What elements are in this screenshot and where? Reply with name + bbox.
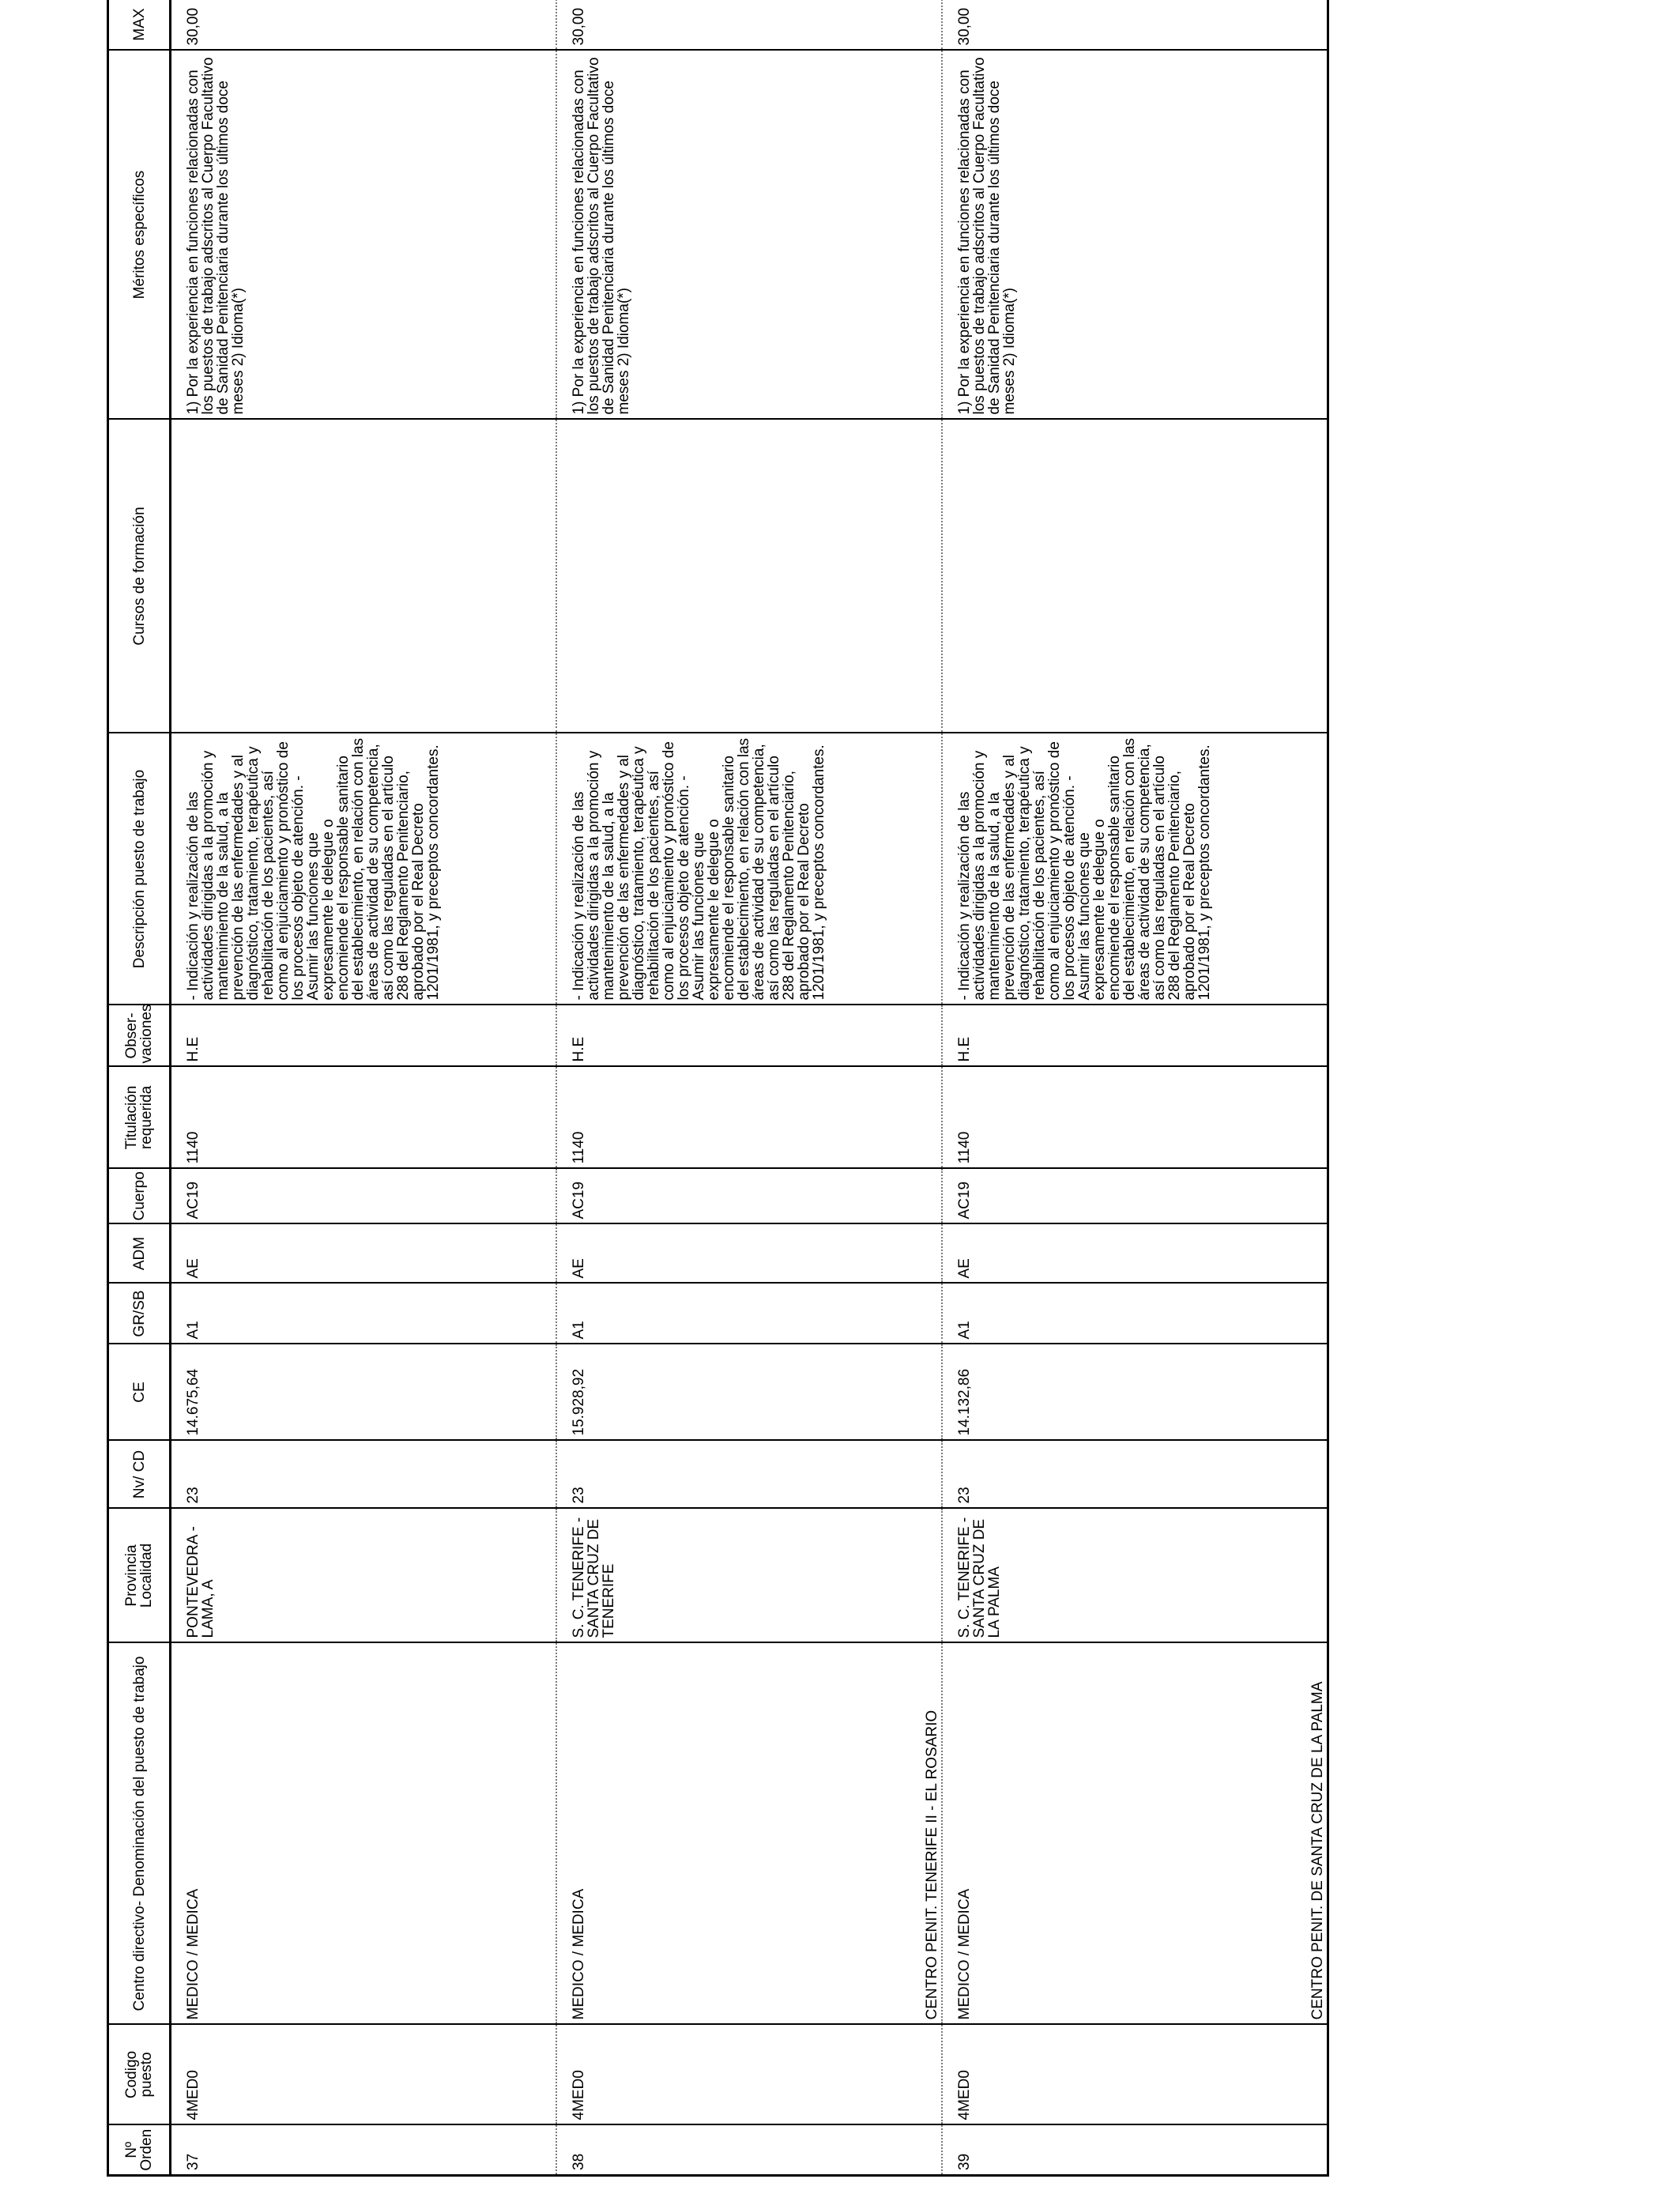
header-row bbox=[108, 0, 171, 2176]
cell-grsb: A1 bbox=[556, 1284, 942, 1344]
cell-titulacion: 1140 bbox=[942, 1067, 1328, 1169]
cell-descripcion: - Indicación y realización de las actividades dirigidas a la promoción y mantenimiento de la salud, a la prevención de las enfermedades y al diagnóstico, tratamiento, terapéutica y rehabilitación de los pacientes, así como al enjuiciamiento y pronóstico de los procesos objeto de atención. - Asumir las funciones que expresamente le delegue o encomiende el responsable sanitario del establecimiento, en relación con las áreas de actividad de su competencia, así como las reguladas en el artículo 288 del Reglamento Penitenciario, aprobado por el Real Decreto 1201/1981, y preceptos concordantes. bbox=[942, 733, 1328, 1005]
cell-descripcion: - Indicación y realización de las actividades dirigidas a la promoción y mantenimiento de la salud, a la prevención de las enfermedades y al diagnóstico, tratamiento, terapéutica y rehabilitación de los pacientes, así como al enjuiciamiento y pronóstico de los procesos objeto de atención. - Asumir las funciones que expresamente le delegue o encomiende el responsable sanitario del establecimiento, en relación con las áreas de actividad de su competencia, así como las reguladas en el artículo 288 del Reglamento Penitenciario, aprobado por el Real Decreto 1201/1981, y preceptos concordantes. bbox=[171, 733, 557, 1005]
header-cursos: Cursos de formación bbox=[108, 420, 171, 733]
cell-orden: 37 bbox=[171, 2125, 557, 2176]
cell-ce: 14.132,86 bbox=[942, 1344, 1328, 1441]
header-titulacion: Titulación requerida bbox=[108, 1067, 171, 1169]
cell-cuerpo: AC19 bbox=[556, 1169, 942, 1224]
cell-orden: 38 bbox=[556, 2125, 942, 2176]
cell-codigo: 4MED0 bbox=[556, 2025, 942, 2125]
cell-cursos bbox=[556, 420, 942, 733]
centro-label: CENTRO PENIT. TENERIFE II - EL ROSARIO bbox=[924, 1710, 940, 2020]
table-row bbox=[171, 0, 557, 2176]
table-row bbox=[556, 0, 942, 2176]
cell-centro bbox=[556, 1643, 942, 2025]
header-codigo: Codigo puesto bbox=[108, 2025, 171, 2125]
header-grsb: GR/SB bbox=[108, 1284, 171, 1344]
cell-nivel: 23 bbox=[556, 1441, 942, 1509]
header-centro: Centro directivo- Denominación del puesto de trabajo bbox=[108, 1643, 171, 2025]
header-max: MAX bbox=[108, 0, 171, 51]
cell-centro bbox=[171, 1643, 557, 2025]
cell-codigo: 4MED0 bbox=[942, 2025, 1328, 2125]
cell-descripcion: - Indicación y realización de las actividades dirigidas a la promoción y mantenimiento de la salud, a la prevención de las enfermedades y al diagnóstico, tratamiento, terapéutica y rehabilitación de los pacientes, así como al enjuiciamiento y pronóstico de los procesos objeto de atención. - Asumir las funciones que expresamente le delegue o encomiende el responsable sanitario del establecimiento, en relación con las áreas de actividad de su competencia, así como las reguladas en el artículo 288 del Reglamento Penitenciario, aprobado por el Real Decreto 1201/1981, y preceptos concordantes. bbox=[556, 733, 942, 1005]
cell-orden: 39 bbox=[942, 2125, 1328, 2176]
header-provincia: Provincia Localidad bbox=[108, 1509, 171, 1643]
cell-cuerpo: AC19 bbox=[942, 1169, 1328, 1224]
cell-observaciones: H.E bbox=[556, 1005, 942, 1067]
centro-label: CENTRO PENIT. DE SANTA CRUZ DE LA PALMA bbox=[1309, 1681, 1326, 2020]
cell-provincia: PONTEVEDRA - LAMA, A bbox=[171, 1509, 557, 1643]
cell-puesto: MEDICO / MEDICA bbox=[956, 1888, 973, 2020]
cell-nivel: 23 bbox=[171, 1441, 557, 1509]
cell-max bbox=[171, 0, 557, 51]
cell-max bbox=[942, 0, 1328, 51]
cell-titulacion: 1140 bbox=[171, 1067, 557, 1169]
cell-meritos: 1) Por la experiencia en funciones relacionadas con los puestos de trabajo adscritos al Cuerpo Facultativo de Sanidad Penitenciaria durante los últimos doce meses 2) Idioma(*) bbox=[171, 51, 557, 420]
cell-max bbox=[556, 0, 942, 51]
max-value-1: 30,00 bbox=[571, 7, 587, 46]
cell-grsb: A1 bbox=[942, 1284, 1328, 1344]
cell-ce: 15.928,92 bbox=[556, 1344, 942, 1441]
cell-provincia: S. C. TENERIFE - SANTA CRUZ DE TENERIFE bbox=[556, 1509, 942, 1643]
cell-observaciones: H.E bbox=[171, 1005, 557, 1067]
cell-cuerpo: AC19 bbox=[171, 1169, 557, 1224]
cell-adm: AE bbox=[942, 1224, 1328, 1284]
cell-cursos bbox=[942, 420, 1328, 733]
cell-provincia: S. C. TENERIFE - SANTA CRUZ DE LA PALMA bbox=[942, 1509, 1328, 1643]
cell-codigo: 4MED0 bbox=[171, 2025, 557, 2125]
max-value-1: 30,00 bbox=[185, 7, 202, 46]
header-cuerpo: Cuerpo bbox=[108, 1169, 171, 1224]
cell-adm: AE bbox=[171, 1224, 557, 1284]
positions-table bbox=[107, 0, 1329, 2177]
header-adm: ADM bbox=[108, 1224, 171, 1284]
max-value-1: 30,00 bbox=[956, 7, 973, 46]
cell-puesto: MEDICO / MEDICA bbox=[185, 1888, 202, 2020]
table-row bbox=[942, 0, 1328, 2176]
cell-titulacion: 1140 bbox=[556, 1067, 942, 1169]
cell-adm: AE bbox=[556, 1224, 942, 1284]
cell-meritos: 1) Por la experiencia en funciones relacionadas con los puestos de trabajo adscritos al Cuerpo Facultativo de Sanidad Penitenciaria durante los últimos doce meses 2) Idioma(*) bbox=[556, 51, 942, 420]
header-ce: CE bbox=[108, 1344, 171, 1441]
header-nivel: Nv/ CD bbox=[108, 1441, 171, 1509]
header-meritos: Méritos específicos bbox=[108, 51, 171, 420]
cell-observaciones: H.E bbox=[942, 1005, 1328, 1067]
cell-centro bbox=[942, 1643, 1328, 2025]
cell-puesto: MEDICO / MEDICA bbox=[571, 1888, 587, 2020]
header-orden: Nº Orden bbox=[108, 2125, 171, 2176]
cell-nivel: 23 bbox=[942, 1441, 1328, 1509]
header-descripcion: Descripción puesto de trabajo bbox=[108, 733, 171, 1005]
cell-cursos bbox=[171, 420, 557, 733]
cell-ce: 14.675,64 bbox=[171, 1344, 557, 1441]
cell-grsb: A1 bbox=[171, 1284, 557, 1344]
cell-meritos: 1) Por la experiencia en funciones relacionadas con los puestos de trabajo adscritos al Cuerpo Facultativo de Sanidad Penitenciaria durante los últimos doce meses 2) Idioma(*) bbox=[942, 51, 1328, 420]
header-observaciones: Obser- vaciones bbox=[108, 1005, 171, 1067]
